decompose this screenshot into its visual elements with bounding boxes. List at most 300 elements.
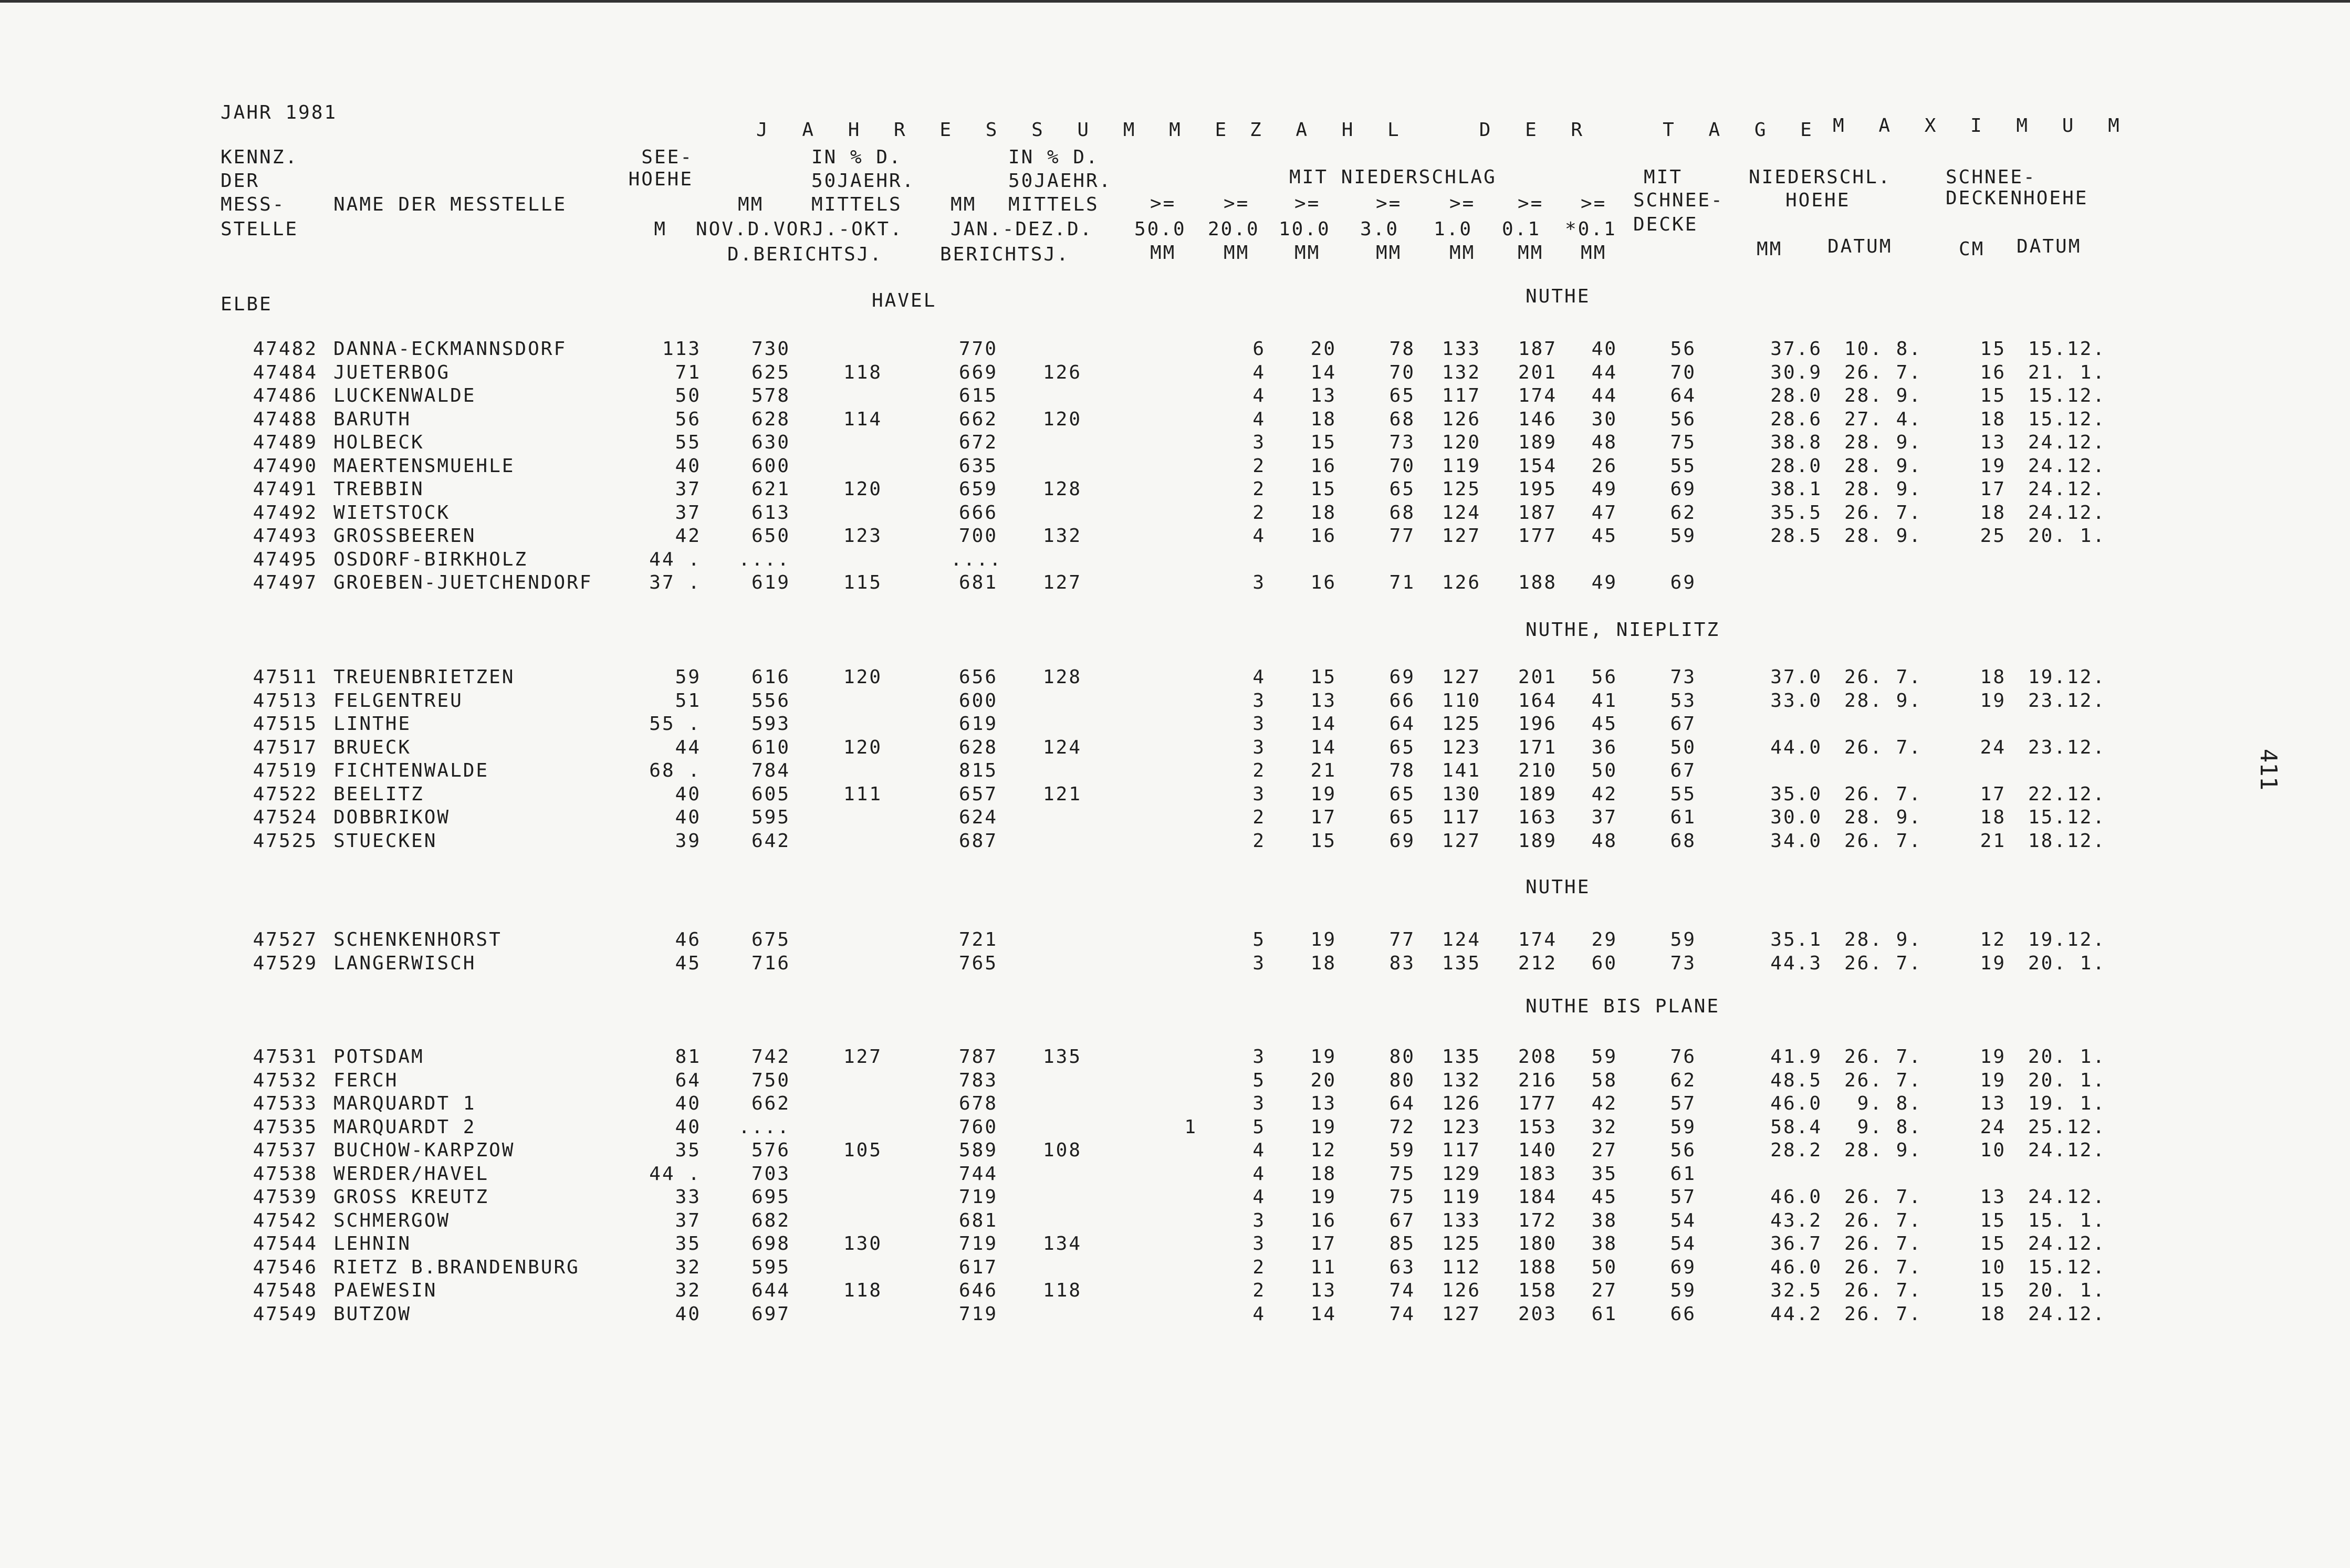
- seehoehe-value: 44 .: [649, 549, 701, 570]
- days-ge-01: 177: [1518, 525, 1557, 547]
- station-id: 47524: [253, 807, 318, 828]
- mm-nov-okt-value: 750: [751, 1070, 790, 1091]
- days-ge-01: 189: [1518, 783, 1557, 805]
- seehoehe-value: 32: [675, 1280, 701, 1301]
- days-ge-3: 65: [1389, 478, 1415, 500]
- pct-jan-dez-value: 132: [1042, 525, 1082, 547]
- days-lt-01: 26: [1591, 455, 1617, 477]
- max-precip-date: 28. 9.: [1844, 690, 1922, 712]
- days-ge-10: 15: [1310, 432, 1336, 453]
- days-ge-01: 174: [1518, 385, 1557, 406]
- kennz-header-line: KENNZ.: [221, 147, 299, 168]
- days-ge-10: 20: [1310, 1070, 1336, 1091]
- days-ge-01: 164: [1518, 690, 1557, 712]
- days-ge-3: 85: [1389, 1233, 1415, 1255]
- pct-header-line: D.BERICHTSJ.: [727, 244, 883, 265]
- max-snow-cm: 17: [1980, 478, 2006, 500]
- snow-cover-days: 62: [1670, 1070, 1696, 1091]
- threshold-value: *0.1: [1565, 218, 1617, 240]
- days-ge-01: 187: [1518, 502, 1557, 524]
- mm-jan-dez-value: 719: [958, 1303, 998, 1325]
- seehoehe-value: 113: [662, 338, 701, 360]
- seehoehe-value: 37: [675, 502, 701, 524]
- ge-operator: >=: [1376, 193, 1402, 214]
- station-name: RIETZ B.BRANDENBURG: [333, 1257, 580, 1278]
- days-ge-1: 119: [1442, 455, 1481, 477]
- mm-jan-dez-value: 765: [958, 953, 998, 974]
- days-ge-10: 15: [1310, 830, 1336, 852]
- year-label: JAHR 1981: [221, 102, 338, 123]
- days-ge-20: 2: [1252, 478, 1266, 500]
- days-ge-10: 14: [1310, 1303, 1336, 1325]
- days-ge-10: 14: [1310, 362, 1336, 383]
- ge-operator: >=: [1150, 193, 1176, 214]
- pct-nov-okt-value: 120: [843, 666, 882, 688]
- station-id: 47491: [253, 478, 318, 500]
- threshold-value: 1.0: [1434, 218, 1473, 240]
- days-lt-01: 35: [1591, 1163, 1617, 1185]
- max-precip-date: 26. 7.: [1844, 783, 1922, 805]
- days-ge-1: 132: [1442, 1070, 1481, 1091]
- pct-header-line: MITTELS: [811, 194, 902, 215]
- station-id: 47492: [253, 502, 318, 524]
- days-ge-3: 80: [1389, 1070, 1415, 1091]
- max-precip-mm: 28.0: [1770, 385, 1822, 406]
- days-ge-01: 184: [1518, 1186, 1557, 1208]
- mm-nov-okt-value: 698: [751, 1233, 790, 1255]
- section-title: NUTHE BIS PLANE: [1526, 996, 1720, 1017]
- days-ge-3: 66: [1389, 690, 1415, 712]
- days-ge-20: 4: [1252, 409, 1266, 430]
- max-snow-date: 22.12.: [2028, 783, 2106, 805]
- mm-nov-okt-value: 742: [751, 1046, 790, 1068]
- seehoehe-value: 35: [675, 1140, 701, 1161]
- snow-cover-days: 69: [1670, 572, 1696, 593]
- mm-nov-okt-value: 556: [751, 690, 790, 712]
- days-ge-3: 71: [1389, 572, 1415, 593]
- snow-cover-days: 64: [1670, 385, 1696, 406]
- seehoehe-value: 40: [675, 1303, 701, 1325]
- max-snow-date: 20. 1.: [2028, 525, 2106, 547]
- station-name: POTSDAM: [333, 1046, 424, 1068]
- days-ge-3: 77: [1389, 929, 1415, 950]
- days-ge-3: 75: [1389, 1163, 1415, 1185]
- days-ge-20: 3: [1252, 953, 1266, 974]
- schnee-max-header: DECKENHOEHE: [1946, 187, 2088, 209]
- threshold-value: 20.0: [1208, 218, 1260, 240]
- days-ge-3: 70: [1389, 455, 1415, 477]
- max-precip-date: 26. 7.: [1844, 1303, 1922, 1325]
- seehoehe-value: 42: [675, 525, 701, 547]
- days-ge-10: 15: [1310, 666, 1336, 688]
- mm-unit: MM: [1757, 238, 1783, 260]
- max-snow-date: 24.12.: [2028, 1140, 2106, 1161]
- days-ge-1: 127: [1442, 830, 1481, 852]
- days-ge-3: 70: [1389, 362, 1415, 383]
- max-snow-cm: 18: [1980, 1303, 2006, 1325]
- schneedecke-header-line: MIT: [1644, 166, 1683, 188]
- pct-jan-dez-value: 118: [1042, 1280, 1082, 1301]
- pct-header-line: 50JAEHR.: [1008, 170, 1112, 192]
- days-ge-3: 59: [1389, 1140, 1415, 1161]
- days-ge-20: 3: [1252, 1093, 1266, 1114]
- mm-jan-dez-value: 669: [958, 362, 998, 383]
- station-id: 47529: [253, 953, 318, 974]
- max-precip-mm: 44.2: [1770, 1303, 1822, 1325]
- snow-cover-days: 59: [1670, 525, 1696, 547]
- mm-nov-okt-value: 610: [751, 737, 790, 758]
- mm-nov-okt-value: 619: [751, 572, 790, 593]
- max-snow-cm: 25: [1980, 525, 2006, 547]
- max-precip-mm: 36.7: [1770, 1233, 1822, 1255]
- days-lt-01: 48: [1591, 432, 1617, 453]
- section-title: NUTHE: [1526, 876, 1591, 898]
- days-ge-10: 21: [1310, 760, 1336, 781]
- max-snow-date: 20. 1.: [2028, 1280, 2106, 1301]
- days-lt-01: 47: [1591, 502, 1617, 524]
- station-name: GROEBEN-JUETCHENDORF: [333, 572, 593, 593]
- snow-cover-days: 53: [1670, 690, 1696, 712]
- max-precip-mm: 30.9: [1770, 362, 1822, 383]
- days-ge-1: 126: [1442, 409, 1481, 430]
- seehoehe-value: 40: [675, 783, 701, 805]
- period-header: NOV.D.VORJ.-OKT.: [696, 218, 903, 240]
- niederschlag-max-header: HOEHE: [1785, 190, 1851, 211]
- snow-cover-days: 73: [1670, 666, 1696, 688]
- days-ge-1: 120: [1442, 432, 1481, 453]
- days-ge-1: 110: [1442, 690, 1481, 712]
- station-name: MARQUARDT 1: [333, 1093, 476, 1114]
- max-snow-date: 18.12.: [2028, 830, 2106, 852]
- snow-cover-days: 56: [1670, 1140, 1696, 1161]
- days-ge-10: 16: [1310, 455, 1336, 477]
- max-precip-mm: 28.5: [1770, 525, 1822, 547]
- mm-nov-okt-value: 595: [751, 807, 790, 828]
- days-ge-01: 177: [1518, 1093, 1557, 1114]
- days-lt-01: 32: [1591, 1116, 1617, 1138]
- days-ge-20: 4: [1252, 525, 1266, 547]
- mm-jan-dez-value: 744: [958, 1163, 998, 1185]
- mm-nov-okt-value: 576: [751, 1140, 790, 1161]
- max-snow-date: 24.12.: [2028, 1303, 2106, 1325]
- station-name: BEELITZ: [333, 783, 424, 805]
- threshold-unit: MM: [1150, 242, 1176, 264]
- snow-cover-days: 66: [1670, 1303, 1696, 1325]
- days-lt-01: 42: [1591, 783, 1617, 805]
- mm-jan-dez-value: 770: [958, 338, 998, 360]
- max-precip-date: 28. 9.: [1844, 432, 1922, 453]
- days-ge-1: 129: [1442, 1163, 1481, 1185]
- mm-nov-okt-value: 595: [751, 1257, 790, 1278]
- pct-nov-okt-value: 111: [843, 783, 882, 805]
- days-lt-01: 60: [1591, 953, 1617, 974]
- days-ge-01: 196: [1518, 713, 1557, 735]
- threshold-value: 3.0: [1360, 218, 1399, 240]
- days-ge-3: 73: [1389, 432, 1415, 453]
- mm-jan-dez-value: 687: [958, 830, 998, 852]
- max-precip-mm: 37.6: [1770, 338, 1822, 360]
- station-name: TREUENBRIETZEN: [333, 666, 515, 688]
- pct-jan-dez-value: 127: [1042, 572, 1082, 593]
- max-snow-cm: 16: [1980, 362, 2006, 383]
- days-ge-10: 18: [1310, 953, 1336, 974]
- pct-header-line: IN % D.: [811, 147, 902, 168]
- days-ge-3: 69: [1389, 830, 1415, 852]
- days-ge-10: 13: [1310, 385, 1336, 406]
- max-snow-date: 15.12.: [2028, 338, 2106, 360]
- station-id: 47517: [253, 737, 318, 758]
- max-snow-date: 19. 1.: [2028, 1093, 2106, 1114]
- max-snow-cm: 19: [1980, 455, 2006, 477]
- max-precip-date: 26. 7.: [1844, 502, 1922, 524]
- snow-cover-days: 62: [1670, 502, 1696, 524]
- days-lt-01: 45: [1591, 525, 1617, 547]
- days-ge-1: 126: [1442, 1093, 1481, 1114]
- mm-nov-okt-value: 650: [751, 525, 790, 547]
- max-precip-mm: 35.0: [1770, 783, 1822, 805]
- station-id: 47482: [253, 338, 318, 360]
- mm-nov-okt-value: 613: [751, 502, 790, 524]
- max-snow-cm: 12: [1980, 929, 2006, 950]
- snow-cover-days: 75: [1670, 432, 1696, 453]
- mm-nov-okt-value: 616: [751, 666, 790, 688]
- days-lt-01: 27: [1591, 1280, 1617, 1301]
- station-name: HOLBECK: [333, 432, 424, 453]
- station-name: STUECKEN: [333, 830, 437, 852]
- days-ge-1: 125: [1442, 478, 1481, 500]
- days-ge-3: 68: [1389, 502, 1415, 524]
- mm-jan-dez-value: 656: [958, 666, 998, 688]
- mm-nov-okt-value: ....: [738, 1116, 790, 1138]
- snow-cover-days: 69: [1670, 1257, 1696, 1278]
- pct-nov-okt-value: 118: [843, 362, 882, 383]
- threshold-unit: MM: [1224, 242, 1250, 264]
- days-ge-3: 69: [1389, 666, 1415, 688]
- mm-jan-dez-value: 787: [958, 1046, 998, 1068]
- seehoehe-value: 32: [675, 1257, 701, 1278]
- max-precip-date: 28. 9.: [1844, 525, 1922, 547]
- max-snow-date: 19.12.: [2028, 666, 2106, 688]
- days-ge-01: 180: [1518, 1233, 1557, 1255]
- days-ge-20: 2: [1252, 1257, 1266, 1278]
- station-id: 47544: [253, 1233, 318, 1255]
- max-precip-date: 26. 7.: [1844, 1257, 1922, 1278]
- pct-jan-dez-value: 128: [1042, 478, 1082, 500]
- max-snow-cm: 15: [1980, 1280, 2006, 1301]
- pct-jan-dez-value: 126: [1042, 362, 1082, 383]
- days-ge-10: 12: [1310, 1140, 1336, 1161]
- days-ge-20: 4: [1252, 1186, 1266, 1208]
- days-ge-1: 123: [1442, 1116, 1481, 1138]
- station-id: 47549: [253, 1303, 318, 1325]
- mm-jan-dez-value: 721: [958, 929, 998, 950]
- max-snow-cm: 18: [1980, 666, 2006, 688]
- seehoehe-value: 50: [675, 385, 701, 406]
- max-snow-cm: 24: [1980, 1116, 2006, 1138]
- days-ge-1: 125: [1442, 713, 1481, 735]
- days-ge-10: 18: [1310, 502, 1336, 524]
- max-precip-mm: 44.3: [1770, 953, 1822, 974]
- days-lt-01: 40: [1591, 338, 1617, 360]
- seehoehe-value: 33: [675, 1186, 701, 1208]
- max-precip-date: 26. 7.: [1844, 953, 1922, 974]
- days-ge-01: 201: [1518, 362, 1557, 383]
- mm-jan-dez-value: 662: [958, 409, 998, 430]
- days-ge-1: 141: [1442, 760, 1481, 781]
- station-id: 47537: [253, 1140, 318, 1161]
- station-name: OSDORF-BIRKHOLZ: [333, 549, 528, 570]
- pct-header-line: MITTELS: [1008, 194, 1099, 215]
- days-ge-1: 133: [1442, 1210, 1481, 1231]
- days-ge-01: 158: [1518, 1280, 1557, 1301]
- snow-cover-days: 68: [1670, 830, 1696, 852]
- station-name: LANGERWISCH: [333, 953, 476, 974]
- seehoehe-value: 71: [675, 362, 701, 383]
- pct-nov-okt-value: 123: [843, 525, 882, 547]
- station-id: 47542: [253, 1210, 318, 1231]
- max-precip-mm: 48.5: [1770, 1070, 1822, 1091]
- snow-cover-days: 50: [1670, 737, 1696, 758]
- max-snow-cm: 19: [1980, 953, 2006, 974]
- days-ge-10: 13: [1310, 690, 1336, 712]
- max-snow-date: 15.12.: [2028, 807, 2106, 828]
- page-number: 411: [2255, 748, 2282, 791]
- days-ge-01: 154: [1518, 455, 1557, 477]
- days-ge-3: 63: [1389, 1257, 1415, 1278]
- mm-header: MM: [951, 194, 977, 215]
- snow-cover-days: 70: [1670, 362, 1696, 383]
- days-ge-20: 2: [1252, 760, 1266, 781]
- max-snow-date: 25.12.: [2028, 1116, 2106, 1138]
- max-snow-date: 15.12.: [2028, 1257, 2106, 1278]
- max-snow-date: 24.12.: [2028, 1233, 2106, 1255]
- mm-nov-okt-value: 644: [751, 1280, 790, 1301]
- days-ge-10: 16: [1310, 525, 1336, 547]
- snow-cover-days: 56: [1670, 409, 1696, 430]
- mm-nov-okt-value: 675: [751, 929, 790, 950]
- days-ge-1: 124: [1442, 502, 1481, 524]
- pct-nov-okt-value: 120: [843, 478, 882, 500]
- days-ge-01: 208: [1518, 1046, 1557, 1068]
- datum-label: DATUM: [1827, 236, 1893, 257]
- max-snow-date: 15.12.: [2028, 409, 2106, 430]
- days-lt-01: 49: [1591, 572, 1617, 593]
- days-ge-10: 17: [1310, 1233, 1336, 1255]
- mm-nov-okt-value: 662: [751, 1093, 790, 1114]
- days-ge-01: 195: [1518, 478, 1557, 500]
- station-name: WIETSTOCK: [333, 502, 451, 524]
- days-ge-1: 130: [1442, 783, 1481, 805]
- snow-cover-days: 57: [1670, 1093, 1696, 1114]
- station-name: TREBBIN: [333, 478, 424, 500]
- snow-cover-days: 73: [1670, 953, 1696, 974]
- days-lt-01: 44: [1591, 385, 1617, 406]
- days-ge-3: 67: [1389, 1210, 1415, 1231]
- max-precip-date: 9. 8.: [1857, 1116, 1922, 1138]
- seehoehe-value: 40: [675, 1093, 701, 1114]
- cm-unit: CM: [1959, 238, 1985, 260]
- max-precip-mm: 38.8: [1770, 432, 1822, 453]
- max-snow-cm: 15: [1980, 385, 2006, 406]
- max-precip-date: 28. 9.: [1844, 478, 1922, 500]
- mm-nov-okt-value: 695: [751, 1186, 790, 1208]
- seehoehe-value: 81: [675, 1046, 701, 1068]
- mm-nov-okt-value: 716: [751, 953, 790, 974]
- station-name: SCHMERGOW: [333, 1210, 451, 1231]
- days-ge-20: 2: [1252, 1280, 1266, 1301]
- days-ge-20: 4: [1252, 1303, 1266, 1325]
- pct-nov-okt-value: 120: [843, 737, 882, 758]
- mm-nov-okt-value: 697: [751, 1303, 790, 1325]
- days-ge-1: 132: [1442, 362, 1481, 383]
- max-precip-date: 26. 7.: [1844, 1046, 1922, 1068]
- days-ge-01: 163: [1518, 807, 1557, 828]
- days-ge-20: 3: [1252, 783, 1266, 805]
- pct-jan-dez-value: 135: [1042, 1046, 1082, 1068]
- max-precip-date: 26. 7.: [1844, 1233, 1922, 1255]
- seehoehe-value: 68 .: [649, 760, 701, 781]
- days-ge-1: 119: [1442, 1186, 1481, 1208]
- days-ge-01: 210: [1518, 760, 1557, 781]
- zahl-der-tage-heading: Z A H L D E R T A G E: [1250, 119, 1823, 141]
- station-id: 47519: [253, 760, 318, 781]
- mm-nov-okt-value: ....: [738, 549, 790, 570]
- days-ge-3: 80: [1389, 1046, 1415, 1068]
- mm-nov-okt-value: 630: [751, 432, 790, 453]
- station-name: LEHNIN: [333, 1233, 412, 1255]
- seehoehe-value: 37: [675, 478, 701, 500]
- station-name: GROSSBEEREN: [333, 525, 476, 547]
- days-ge-20: 3: [1252, 713, 1266, 735]
- mm-nov-okt-value: 628: [751, 409, 790, 430]
- days-lt-01: 44: [1591, 362, 1617, 383]
- station-name: GROSS KREUTZ: [333, 1186, 489, 1208]
- days-ge-20: 4: [1252, 1163, 1266, 1185]
- schnee-max-header: SCHNEE-: [1946, 166, 2036, 188]
- days-ge-10: 11: [1310, 1257, 1336, 1278]
- mm-nov-okt-value: 682: [751, 1210, 790, 1231]
- snow-cover-days: 55: [1670, 783, 1696, 805]
- station-id: 47488: [253, 409, 318, 430]
- days-ge-1: 124: [1442, 929, 1481, 950]
- days-ge-01: 212: [1518, 953, 1557, 974]
- max-precip-mm: 58.4: [1770, 1116, 1822, 1138]
- station-id: 47522: [253, 783, 318, 805]
- mm-nov-okt-value: 600: [751, 455, 790, 477]
- pct-nov-okt-value: 127: [843, 1046, 882, 1068]
- threshold-value: 10.0: [1279, 218, 1331, 240]
- station-name: DOBBRIKOW: [333, 807, 451, 828]
- station-id: 47515: [253, 713, 318, 735]
- days-ge-3: 65: [1389, 385, 1415, 406]
- mm-jan-dez-value: 600: [958, 690, 998, 712]
- days-ge-1: 126: [1442, 572, 1481, 593]
- max-snow-date: 24.12.: [2028, 478, 2106, 500]
- seehoehe-value: 40: [675, 455, 701, 477]
- days-ge-01: 146: [1518, 409, 1557, 430]
- days-ge-01: 174: [1518, 929, 1557, 950]
- seehoehe-header-line: SEE-: [641, 147, 693, 168]
- station-id: 47497: [253, 572, 318, 593]
- pct-header-line: IN % D.: [1008, 147, 1099, 168]
- days-lt-01: 41: [1591, 690, 1617, 712]
- mm-jan-dez-value: 615: [958, 385, 998, 406]
- days-lt-01: 58: [1591, 1070, 1617, 1091]
- niederschlag-max-header: NIEDERSCHL.: [1749, 166, 1892, 188]
- days-ge-50: 1: [1184, 1116, 1197, 1138]
- mm-nov-okt-value: 578: [751, 385, 790, 406]
- mm-header: MM: [738, 194, 764, 215]
